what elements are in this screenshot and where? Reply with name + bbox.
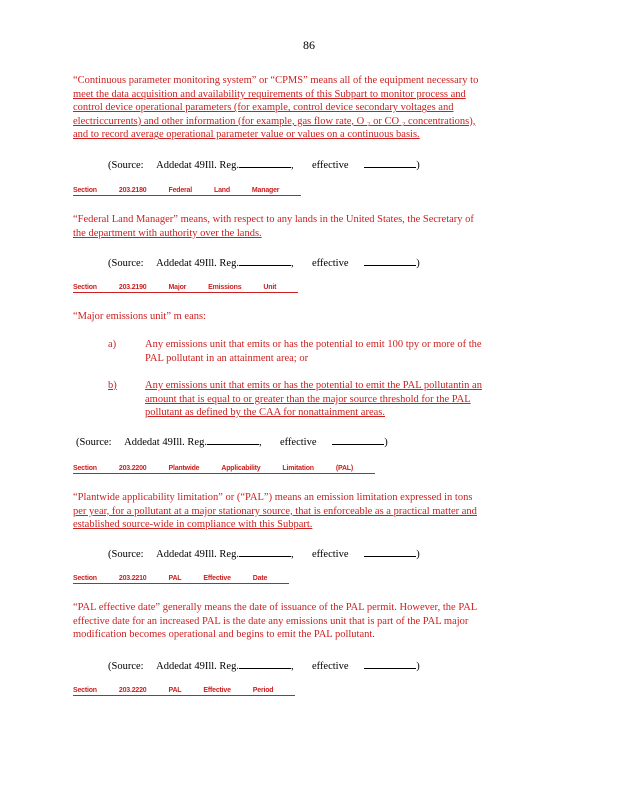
- section-heading: Section 203.2180 Federal Land Manager: [73, 187, 301, 196]
- source-note: (Source: Addedat 49Ill. Reg. , effective ): [108, 546, 420, 560]
- source-note: (Source: Addedat 49Ill. Reg. , effective ): [108, 157, 420, 171]
- source-note: (Source: Addedat 49Ill. Reg. , effective ): [108, 658, 420, 672]
- text-line: control device operational parameters (for example, control device secondary voltages and: [73, 102, 454, 114]
- text-line: “Continuous parameter monitoring system” or “CPMS” means all of the equipment necessary to: [73, 75, 479, 86]
- page-number: 86: [303, 38, 315, 52]
- list-item: b) Any emissions unit that emits or has the potential to emit the PAL pollutantin an amount that is equal to or greater than the major source threshold for the PAL pollutant as defined by the CAA for nonattainment areas.: [108, 380, 482, 419]
- list-item: a) Any emissions unit that emits or has the potential to emit 100 tpy or more of the PAL pollutant in an attainment area; or: [108, 339, 482, 364]
- pal-definition: “Plantwide applicability limitation” or (“PAL”) means an emission limitation expressed in tons per year, for a pollutant at a major stationary source, that is enforceable as a practical matter and established source-wide in compliance with this Subpart.: [73, 492, 477, 531]
- text-line: meet the data acquisition and availability requirements of this Subpart to monitor process and: [73, 88, 466, 100]
- meu-intro: “Major emissions unit” m eans:: [73, 311, 206, 322]
- source-note: (Source: Addedat 49Ill. Reg. , effective ): [108, 255, 420, 269]
- section-heading: Section 203.2210 PAL Effective Date: [73, 575, 289, 584]
- cpms-definition: [73, 74, 539, 142]
- text-line: “Federal Land Manager” means, with respect to any lands in the United States, the Secretary of: [73, 214, 474, 225]
- text-line: the department with authority over the lands.: [73, 227, 262, 239]
- text-line: electriccurrents) and other information (for example, gas flow rate, O ₂ or CO ₂ concentrations),: [73, 115, 476, 127]
- flm-definition: [73, 213, 539, 240]
- section-heading: Section 203.2220 PAL Effective Period: [73, 687, 295, 696]
- section-heading: Section 203.2190 Major Emissions Unit: [73, 284, 298, 293]
- section-heading: Section 203.2200 Plantwide Applicability Limitation (PAL): [73, 465, 375, 474]
- source-note: (Source: Addedat 49Ill. Reg. , effective ): [76, 434, 388, 448]
- text-line: and to record average operational parameter value or values on a continuous basis.: [73, 129, 420, 141]
- pal-effective-date-definition: “PAL effective date” generally means the date of issuance of the PAL permit. However, the PAL effective date for an increased PAL is the date any emissions unit that is part of the PAL major modification becomes operational and begins to emit the PAL pollutant.: [73, 602, 478, 641]
